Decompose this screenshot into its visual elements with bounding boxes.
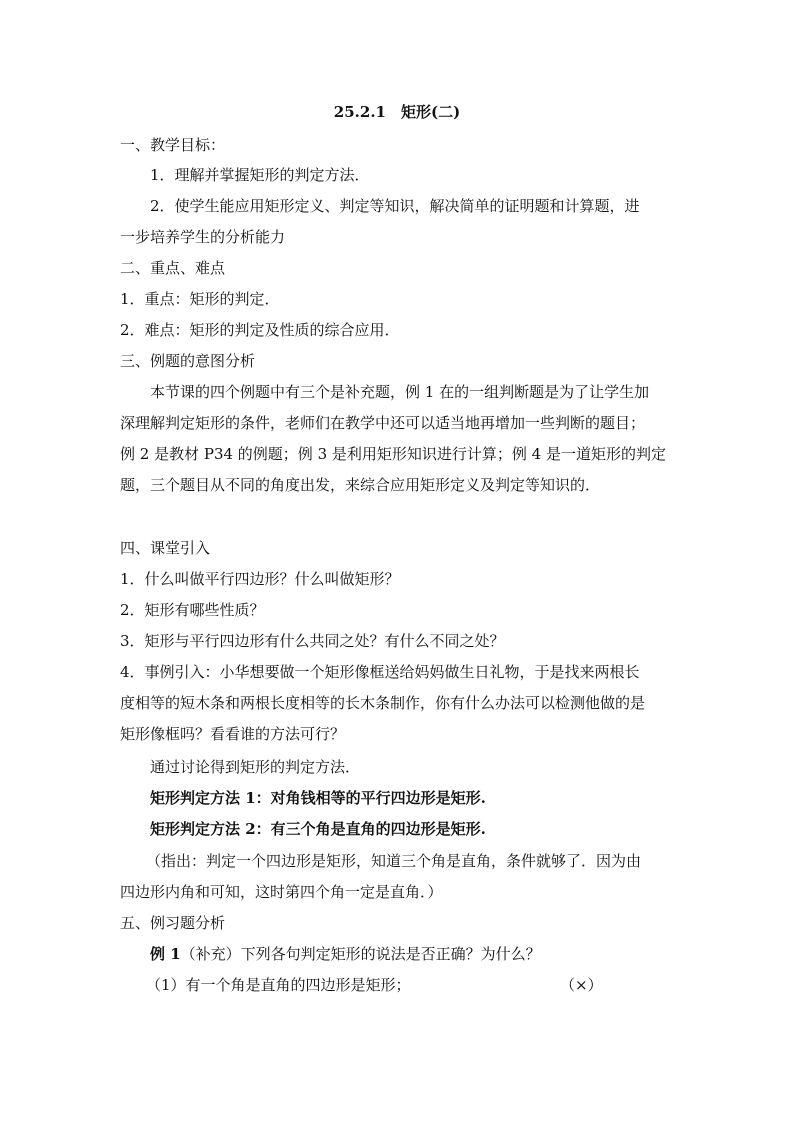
example-1-item-1-answer: （×）: [560, 976, 603, 994]
example-1-label: 例 1: [150, 945, 181, 963]
objective-2-line-2: 一步培养学生的分析能力: [120, 228, 286, 246]
judgment-method-1: 矩形判定方法 1：对角钱相等的平行四边形是矩形.: [150, 789, 486, 807]
example-1-text: （补充）下列各句判定矩形的说法是否正确？为什么？: [180, 945, 541, 963]
section-heading-exercises: 五、例习题分析: [120, 914, 226, 932]
objective-2-line-1: 2．使学生能应用矩形定义、判定等知识，解决简单的证明题和计算题，进: [150, 197, 640, 215]
section-heading-key-points: 二、重点、难点: [120, 259, 226, 277]
judgment-method-2: 矩形判定方法 2：有三个角是直角的四边形是矩形.: [150, 820, 486, 838]
section-heading-example-intent: 三、例题的意图分析: [120, 352, 256, 370]
intent-paragraph-line-2: 深理解判定矩形的条件，老师们在教学中还可以适当地再增加一些判断的题目；: [120, 414, 646, 432]
objective-1: 1．理解并掌握矩形的判定方法．: [150, 166, 370, 184]
note-line-2: 四边形内角和可知，这时第四个角一定是直角．）: [120, 883, 443, 901]
intro-question-1: 1．什么叫做平行四边形？什么叫做矩形？: [120, 570, 400, 588]
section-heading-objectives: 一、教学目标：: [120, 136, 226, 154]
intent-paragraph-line-1: 本节课的四个例题中有三个是补充题，例 1 在的一组判断题是为了让学生加: [150, 383, 650, 401]
intro-case-line-3: 矩形像框吗？看看谁的方法可行？: [120, 725, 346, 743]
intent-paragraph-line-4: 题，三个题目从不同的角度出发，来综合应用矩形定义及判定等知识的．: [120, 476, 601, 494]
note-line-1: （指出：判定一个四边形是矩形，知道三个角是直角，条件就够了．因为由: [146, 852, 642, 870]
example-1-prompt: [150, 944, 541, 964]
key-point-1: 1．重点：矩形的判定．: [120, 290, 280, 308]
page-title: 25.2.1 矩形(二): [333, 103, 461, 121]
intro-question-3: 3．矩形与平行四边形有什么共同之处？有什么不同之处？: [120, 632, 505, 650]
intro-question-2: 2．矩形有哪些性质？: [120, 601, 265, 619]
discussion-line: 通过讨论得到矩形的判定方法．: [150, 758, 361, 776]
intro-case-line-1: 4．事例引入：小华想要做一个矩形像框送给妈妈做生日礼物，于是找来两根长: [120, 663, 640, 681]
intent-paragraph-line-3: 例 2 是教材 P34 的例题；例 3 是利用矩形知识进行计算；例 4 是一道矩形的判定: [120, 445, 666, 463]
key-point-2: 2．难点：矩形的判定及性质的综合应用．: [120, 321, 400, 339]
intro-case-line-2: 度相等的短木条和两根长度相等的长木条制作，你有什么办法可以检测他做的是: [120, 694, 646, 712]
section-heading-introduction: 四、课堂引入: [120, 539, 211, 557]
example-1-item-1: （1）有一个角是直角的四边形是矩形；: [146, 976, 411, 994]
